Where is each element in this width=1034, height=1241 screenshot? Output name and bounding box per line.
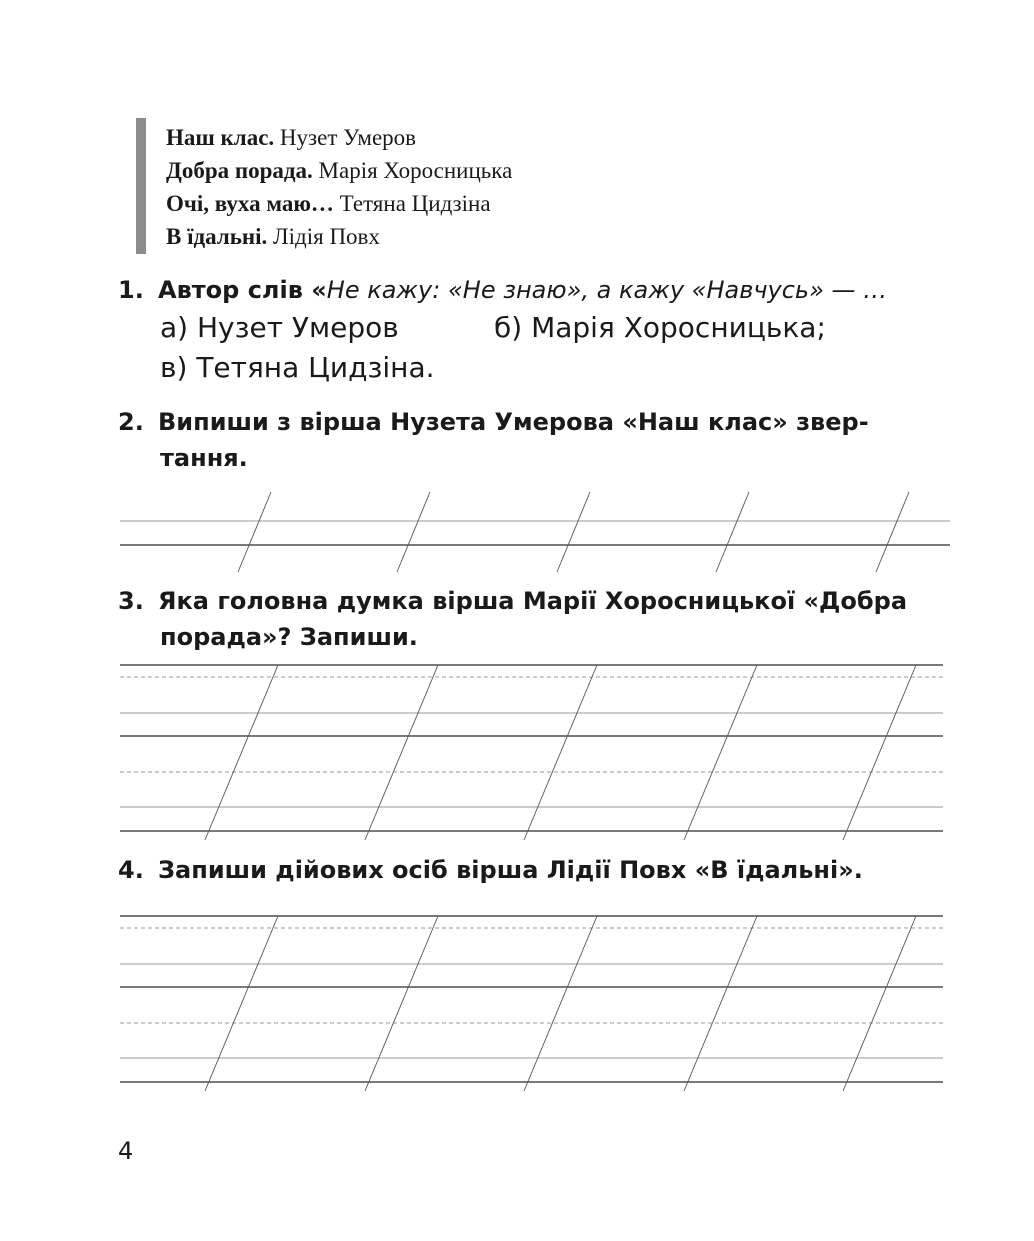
question-number: 1.: [118, 276, 144, 304]
poem-author: Марія Хоросницька: [318, 158, 513, 183]
question-text: Яка головна думка вірша Марії Хоросницької «Добра: [158, 587, 908, 615]
question-number: 3.: [118, 587, 144, 615]
option-a[interactable]: а) Нузет Умеров: [160, 311, 399, 344]
question-text: Запиши дійових осіб вірша Лідії Повх «В їдальні».: [158, 856, 863, 884]
question-number: 4.: [118, 856, 144, 884]
question-quote: Не кажу: «Не знаю», а кажу «Навчусь» — …: [326, 276, 888, 304]
page-number: 4: [118, 1137, 134, 1165]
option-c[interactable]: в) Тетяна Цидзіна.: [160, 351, 435, 384]
poem-title: Добра порада.: [166, 158, 313, 183]
poem-author: Лідія Повх: [273, 224, 380, 249]
option-b[interactable]: б) Марія Хоросницька;: [494, 311, 826, 344]
answer-area-q2[interactable]: [120, 492, 950, 572]
question-text: Автор слів «: [158, 276, 327, 304]
poem-author: Нузет Умеров: [279, 125, 417, 150]
question-number: 2.: [118, 408, 144, 436]
question-text-continued: порада»? Запиши.: [160, 623, 418, 651]
poem-title: Наш клас.: [166, 125, 275, 150]
answer-area-q4[interactable]: [120, 916, 943, 1091]
question-text-continued: тання.: [160, 444, 248, 472]
question-text: Випиши з вірша Нузета Умерова «Наш клас» звер-: [158, 408, 869, 436]
poem-title: В їдальні.: [166, 224, 268, 249]
poem-author: Тетяна Цидзіна: [339, 191, 491, 216]
answer-area-q3[interactable]: [120, 665, 943, 840]
poem-title: Очі, вуха маю…: [166, 191, 334, 216]
